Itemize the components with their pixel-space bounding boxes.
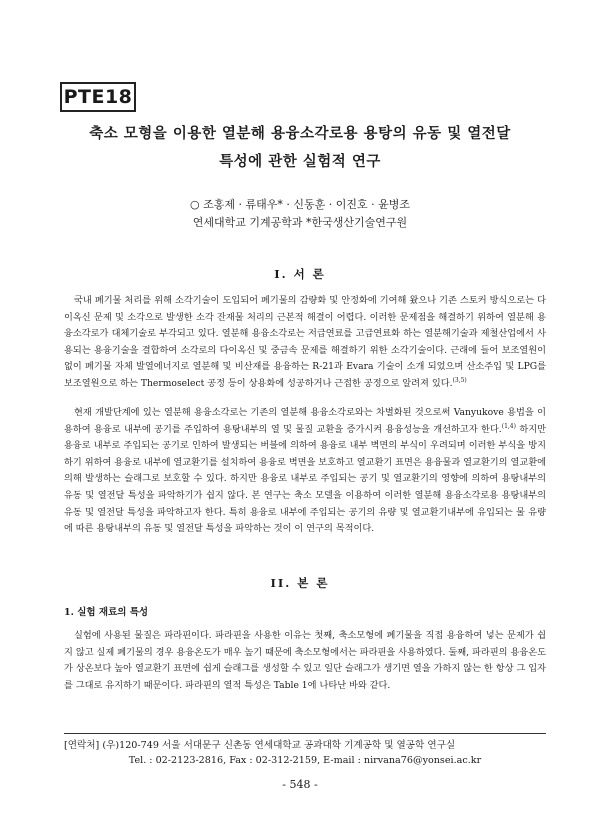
paper-title-line2: 특성에 관한 실험적 연구 [219,153,381,170]
intro-paragraph-2-text-a: 현재 개발단계에 있는 열분해 용융소각로는 기존의 열분해 용융소각로와는 차별화된 것으로써 Vanyukove 용법을 이용하여 용융로 내부에 공기를 주입하여 용탕내부의 열 및 물질 교환을 증가시켜 용융성능을 개선하고자 한다. [64,407,546,435]
affiliation: 연세대학교 기계공학과 *한국생산기술연구원 [192,216,408,229]
footer-divider [64,733,546,734]
paper-title-line1: 축소 모형을 이용한 열분해 용융소각로용 용탕의 유동 및 열전달 [89,125,511,142]
intro-paragraph-1-text: 국내 폐기물 처리를 위해 소각기술이 도입되어 폐기물의 감량화 및 안정화에 기여해 왔으나 기존 스토커 방식으로는 다이옥신 문제 및 소각으로 발생한 소각 잔재물 처리의 근본적 해결이 어렵다. 이러한 문제점을 해결하기 위하여 열분해 용융소각로가 대체기술로 부각되고 있다. 열분해 용융소각로는 저급연료를 고급연료화 하는 열분해기술과 제철산업에서 사용되는 용융기술을 결합하여 소각로의 다이옥신 및 중금속 문제를 해결하기 위한 소각기술이다. 근래에 들어 보조열원이 없이 폐기물 자체 발열에너지로 열분해 및 비산재를 용융하는 R-21과 Evara 기술이 소개 되었으며 산소주입 및 LPG를 보조열원으로 하는 Thermoselect 공정 등이 상용화에 성공하거나 근접한 공정으로 알려져 있다. [64,295,546,389]
section-heading-body: II. 본 론 [270,576,330,590]
contact-phone-email: Tel. : 02-2123-2816, Fax : 02-312-2159, E-mail : nirvana76@yonsei.ac.kr [128,755,482,766]
citation-ref: (1,4) [501,422,516,430]
page-number: - 548 - [282,778,318,791]
intro-paragraph-2-text-b: 하지만 용융로 내부로 주입되는 공기로 인하여 발생되는 버블에 의하여 용융로 내부 벽면의 부식이 우려되며 이러한 부식을 방지하기 위하여 용융로 내부에 열교환기를 설치하여 용융로 벽면을 보호하고 열교환기 표면은 용융물과 열교환기의 열교환에 의해 발생하는 슬래그로 보호할 수 있다. 하지만 용융로 내부로 주입되는 공기 및 열교환기의 영향에 의하여 용탕내부의 유동 및 열전달 특성을 파악하기가 쉽지 않다. 본 연구는 축소 모델을 이용하여 이러한 열분해 용융소각로용 용탕내부의 유동 및 열전달 특성을 파악하고자 한다. 특히 용융로 내부에 주입되는 공기의 유량 및 열교환기내부에 유입되는 물 유량에 따른 용탕내부의 유동 및 열전달 특성을 파악하는 것이 이 연구의 목적이다. [64,423,547,535]
subsection-heading: 1. 실험 재료의 특성 [64,607,149,618]
section-heading-intro: I. 서 론 [274,267,326,281]
author-list: ○ 조홍제 · 류태우* · 신동훈 · 이진호 · 윤병조 [190,198,410,211]
contact-address: [연락처] (우)120-749 서울 서대문구 신촌동 연세대학교 공과대학 기계공학 및 열공학 연구실 [64,740,456,751]
citation-ref: (3,5) [452,376,467,384]
intro-paragraph-1 [64,293,546,393]
body-paragraph-1: 실험에 사용된 물질은 파라핀이다. 파라핀을 사용한 이유는 첫째, 축소모형에 폐기물을 직접 용융하여 넣는 문제가 쉽지 않고 실제 폐기물의 경우 용융온도가 매우 높기 때문에 축소모형에서는 파라핀을 사용하였다. 둘째, 파라핀의 용융온도가 상온보다 높아 열교환기 표면에 쉽게 슬래그를 생성할 수 있고 일단 슬래그가 생기면 열을 가하지 않는 한 항상 그 입자를 그대로 유지하기 때문이다. 파라핀의 열적 특성은 Table 1에 나타난 바와 같다. [64,630,546,691]
paper-code-box: PTE18 [60,82,136,112]
intro-paragraph-2 [64,405,546,538]
